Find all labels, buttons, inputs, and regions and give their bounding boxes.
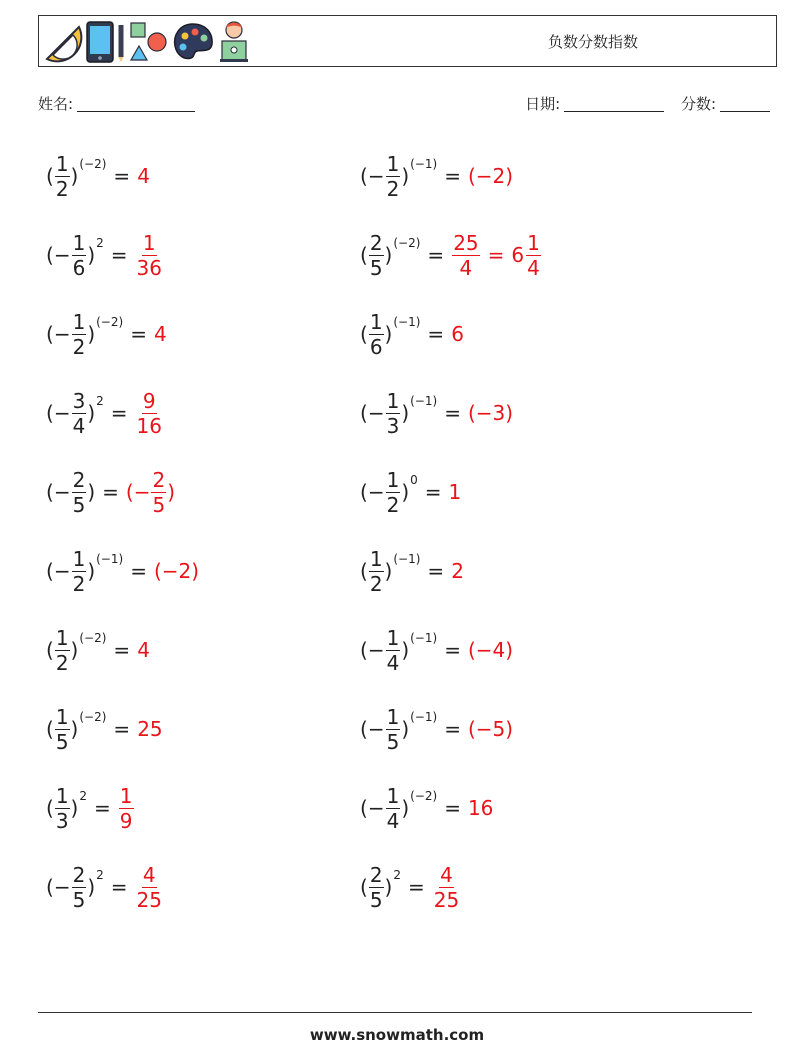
name-field [38, 93, 195, 114]
answer-fraction [136, 863, 163, 912]
answer-fraction [151, 468, 166, 517]
exponent: (−2) [96, 315, 124, 329]
base-fraction-denominator: 2 [386, 492, 400, 517]
minus-sign: − [367, 480, 385, 504]
open-paren: ( [360, 243, 368, 267]
minus-sign: − [53, 480, 71, 504]
exponent: (−1) [410, 710, 438, 724]
answer-fraction-numerator: 1 [142, 230, 156, 255]
problem-item [360, 859, 461, 915]
base-fraction-numerator: 1 [369, 309, 383, 334]
base-fraction [72, 389, 87, 438]
answer-fraction-numerator: 1 [119, 783, 133, 808]
problem-item [46, 227, 164, 283]
base-fraction-numerator: 2 [369, 230, 383, 255]
base-fraction-numerator: 1 [72, 230, 86, 255]
base-fraction [386, 152, 401, 201]
base-fraction-denominator: 5 [72, 887, 86, 912]
worksheet-title: 负数分数指数 [547, 33, 638, 51]
close-paren: ) [70, 164, 79, 188]
base-fraction [386, 468, 401, 517]
answer [137, 164, 150, 188]
answer-value: (−2) [467, 164, 514, 188]
equals-sign: = [102, 480, 119, 504]
open-paren: ( [360, 322, 368, 346]
close-paren: ) [70, 638, 79, 662]
answer-value: (−5) [467, 717, 514, 741]
base-fraction-numerator: 3 [72, 388, 86, 413]
problem-item [360, 701, 513, 757]
open-paren: ( [46, 480, 54, 504]
close-paren: ) [401, 480, 410, 504]
equals-sign: = [427, 559, 445, 583]
exponent: 2 [393, 868, 401, 882]
date-blank[interactable] [564, 95, 664, 112]
exponent: (−2) [79, 157, 107, 171]
base-fraction [72, 547, 87, 596]
problem-item [360, 385, 513, 441]
exponent: 2 [79, 789, 87, 803]
answer [135, 389, 164, 438]
exponent: 2 [96, 394, 104, 408]
base-fraction-numerator: 1 [55, 151, 69, 176]
answer [154, 322, 167, 346]
problem-item [46, 464, 175, 520]
open-paren: ( [360, 796, 368, 820]
equals-sign: = [113, 164, 131, 188]
equals-sign: = [444, 796, 461, 820]
open-paren: ( [46, 164, 54, 188]
base-fraction-denominator: 5 [369, 887, 383, 912]
open-paren: ( [360, 401, 368, 425]
minus-sign: − [53, 875, 71, 899]
answer-fraction [433, 863, 460, 912]
answer-fraction [119, 784, 134, 833]
close-paren: ) [401, 401, 410, 425]
equals-sign: = [427, 243, 445, 267]
base-fraction-denominator: 6 [72, 255, 86, 280]
equals-sign: = [113, 717, 131, 741]
exponent: (−1) [410, 394, 438, 408]
answer-value: 6 [451, 322, 464, 346]
base-fraction [386, 626, 401, 675]
open-paren: ( [360, 717, 368, 741]
base-fraction-denominator: 5 [72, 492, 86, 517]
exponent: 2 [96, 236, 104, 250]
equals-sign: = [444, 638, 461, 662]
base-fraction-numerator: 1 [55, 704, 69, 729]
base-fraction [55, 705, 70, 754]
problem-item [46, 543, 199, 599]
base-fraction-denominator: 2 [369, 571, 383, 596]
close-paren: ) [87, 322, 96, 346]
answer-value: 4 [137, 164, 150, 188]
problem-item [46, 859, 164, 915]
answer-value: 4 [137, 638, 150, 662]
open-paren: ( [46, 559, 54, 583]
answer [468, 164, 513, 188]
base-fraction-denominator: 5 [369, 255, 383, 280]
answer [451, 559, 464, 583]
answer-open-paren: (− [125, 480, 151, 504]
equals-sign: = [130, 559, 147, 583]
date-label: 日期: [525, 95, 561, 113]
base-fraction [72, 863, 87, 912]
problem-item [360, 780, 493, 836]
answer-fraction-denominator: 9 [119, 808, 133, 833]
base-fraction-numerator: 1 [72, 546, 86, 571]
open-paren: ( [46, 796, 54, 820]
base-fraction-denominator: 2 [55, 176, 69, 201]
close-paren: ) [87, 243, 96, 267]
base-fraction-denominator: 2 [386, 176, 400, 201]
open-paren: ( [360, 164, 368, 188]
equals-sign: = [110, 875, 128, 899]
open-paren: ( [46, 322, 54, 346]
equals-sign: = [408, 875, 425, 899]
answer [449, 480, 462, 504]
equals-sign: = [444, 717, 461, 741]
problem-item [360, 227, 542, 283]
answer [451, 231, 542, 280]
score-blank[interactable] [720, 95, 770, 112]
minus-sign: − [53, 322, 71, 346]
base-fraction-numerator: 2 [369, 862, 383, 887]
worksheet-header [38, 15, 777, 67]
open-paren: ( [46, 243, 54, 267]
problem-item [46, 701, 163, 757]
exponent: (−2) [79, 710, 107, 724]
base-fraction-numerator: 1 [72, 309, 86, 334]
base-fraction-numerator: 1 [386, 388, 400, 413]
answer-fraction [136, 231, 163, 280]
answer-value: (−4) [467, 638, 514, 662]
exponent: (−2) [79, 631, 107, 645]
base-fraction [72, 468, 87, 517]
base-fraction [72, 310, 87, 359]
base-fraction [386, 389, 401, 438]
minus-sign: − [367, 796, 385, 820]
base-fraction-numerator: 1 [369, 546, 383, 571]
open-paren: ( [360, 638, 368, 662]
open-paren: ( [360, 559, 368, 583]
close-paren: ) [401, 164, 410, 188]
base-fraction-denominator: 3 [55, 808, 69, 833]
close-paren: ) [401, 717, 410, 741]
equals-sign: = [110, 401, 128, 425]
problem-item [46, 622, 150, 678]
open-paren: ( [46, 717, 54, 741]
equals-sign: = [94, 796, 111, 820]
answer [135, 863, 164, 912]
answer-fraction-denominator: 16 [136, 413, 162, 438]
answer-value: 16 [467, 796, 494, 820]
equals-sign: = [424, 480, 442, 504]
close-paren: ) [384, 875, 393, 899]
minus-sign: − [367, 717, 385, 741]
problem-item [46, 385, 164, 441]
problem-item [46, 780, 135, 836]
name-blank[interactable] [77, 95, 195, 112]
answer-value: 2 [451, 559, 464, 583]
exponent: (−2) [393, 236, 421, 250]
base-fraction-numerator: 1 [55, 783, 69, 808]
close-paren: ) [70, 796, 79, 820]
base-fraction-numerator: 1 [386, 625, 400, 650]
base-fraction-denominator: 5 [386, 729, 400, 754]
exponent: 0 [410, 473, 418, 487]
base-fraction [55, 626, 70, 675]
answer [432, 863, 461, 912]
close-paren: ) [87, 559, 96, 583]
date-score-fields [525, 93, 770, 114]
equals-sign: = [130, 322, 147, 346]
close-paren: ) [384, 322, 393, 346]
mixed-fraction [526, 231, 541, 280]
base-fraction-denominator: 2 [72, 571, 86, 596]
close-paren: ) [87, 401, 96, 425]
equals-sign: = [113, 638, 131, 662]
exponent: (−1) [410, 157, 438, 171]
equals-sign: = [427, 322, 445, 346]
answer-equals: = [487, 243, 505, 267]
base-fraction-numerator: 1 [386, 704, 400, 729]
answer-value: 1 [448, 480, 462, 504]
base-fraction-denominator: 6 [369, 334, 383, 359]
answer [118, 784, 135, 833]
exponent: (−1) [393, 315, 421, 329]
close-paren: ) [401, 638, 410, 662]
close-paren: ) [384, 243, 393, 267]
base-fraction-denominator: 4 [386, 808, 400, 833]
answer [451, 322, 464, 346]
problem-item [46, 306, 167, 362]
equals-sign: = [444, 164, 461, 188]
answer-value: (−3) [467, 401, 514, 425]
answer-fraction-denominator: 25 [433, 887, 460, 912]
equals-sign: = [110, 243, 128, 267]
problem-item [360, 543, 464, 599]
answer-fraction-numerator: 4 [440, 862, 453, 887]
answer-close-paren: ) [167, 480, 175, 504]
base-fraction [369, 231, 384, 280]
problem-item [46, 148, 150, 204]
base-fraction-numerator: 2 [72, 862, 86, 887]
answer-fraction-numerator: 4 [142, 862, 156, 887]
name-label: 姓名: [38, 95, 74, 113]
base-fraction [55, 784, 70, 833]
base-fraction [369, 310, 384, 359]
close-paren: ) [87, 875, 96, 899]
minus-sign: − [53, 243, 71, 267]
exponent: (−1) [393, 552, 421, 566]
base-fraction-numerator: 1 [386, 467, 400, 492]
exponent: (−2) [410, 789, 438, 803]
close-paren: ) [87, 480, 96, 504]
score-label: 分数: [680, 95, 716, 113]
answer-value: (−2) [153, 559, 200, 583]
base-fraction-denominator: 2 [72, 334, 86, 359]
exponent: (−1) [410, 631, 438, 645]
base-fraction [369, 547, 384, 596]
answer-fraction-denominator: 36 [136, 255, 162, 280]
base-fraction [72, 231, 87, 280]
exponent: (−1) [96, 552, 124, 566]
minus-sign: − [367, 401, 385, 425]
mixed-whole: 6 [511, 243, 525, 267]
open-paren: ( [46, 638, 54, 662]
footer-url: www.snowmath.com [309, 1026, 485, 1044]
base-fraction [386, 705, 401, 754]
problem-item [360, 622, 513, 678]
minus-sign: − [367, 638, 385, 662]
answer-fraction-numerator: 25 [453, 230, 479, 255]
answer [468, 717, 513, 741]
footer-divider [38, 1012, 752, 1013]
open-paren: ( [360, 875, 368, 899]
problem-item [360, 464, 461, 520]
mixed-numerator: 1 [527, 230, 540, 255]
answer [468, 796, 493, 820]
base-fraction-numerator: 1 [386, 151, 400, 176]
open-paren: ( [46, 401, 54, 425]
exponent: 2 [96, 868, 104, 882]
minus-sign: − [53, 559, 71, 583]
answer-fraction-denominator: 25 [136, 887, 162, 912]
equals-sign: = [444, 401, 461, 425]
base-fraction-numerator: 1 [386, 783, 400, 808]
answer [154, 559, 199, 583]
mixed-denominator: 4 [527, 255, 540, 280]
answer-value: 4 [153, 322, 167, 346]
problem-item [360, 306, 464, 362]
answer [137, 638, 150, 662]
base-fraction [55, 152, 70, 201]
base-fraction-denominator: 4 [386, 650, 400, 675]
answer-fraction [452, 231, 479, 280]
answer-fraction-denominator: 5 [152, 492, 166, 517]
base-fraction-denominator: 2 [55, 650, 69, 675]
open-paren: ( [360, 480, 368, 504]
base-fraction-denominator: 3 [386, 413, 400, 438]
close-paren: ) [401, 796, 410, 820]
answer-value: 25 [137, 717, 163, 741]
base-fraction-numerator: 1 [55, 625, 69, 650]
minus-sign: − [53, 401, 71, 425]
answer-fraction-numerator: 9 [142, 388, 156, 413]
answer-fraction-numerator: 2 [152, 467, 166, 492]
minus-sign: − [367, 164, 385, 188]
open-paren: ( [46, 875, 54, 899]
problem-item [360, 148, 513, 204]
answer-fraction [136, 389, 163, 438]
base-fraction-numerator: 2 [72, 467, 86, 492]
base-fraction-denominator: 5 [55, 729, 69, 754]
answer [137, 717, 162, 741]
answer [135, 231, 164, 280]
close-paren: ) [70, 717, 79, 741]
answer-fraction-denominator: 4 [459, 255, 473, 280]
base-fraction [386, 784, 401, 833]
base-fraction-denominator: 4 [72, 413, 86, 438]
close-paren: ) [384, 559, 393, 583]
answer [468, 638, 513, 662]
answer [468, 401, 513, 425]
answer [126, 468, 175, 517]
base-fraction [369, 863, 384, 912]
